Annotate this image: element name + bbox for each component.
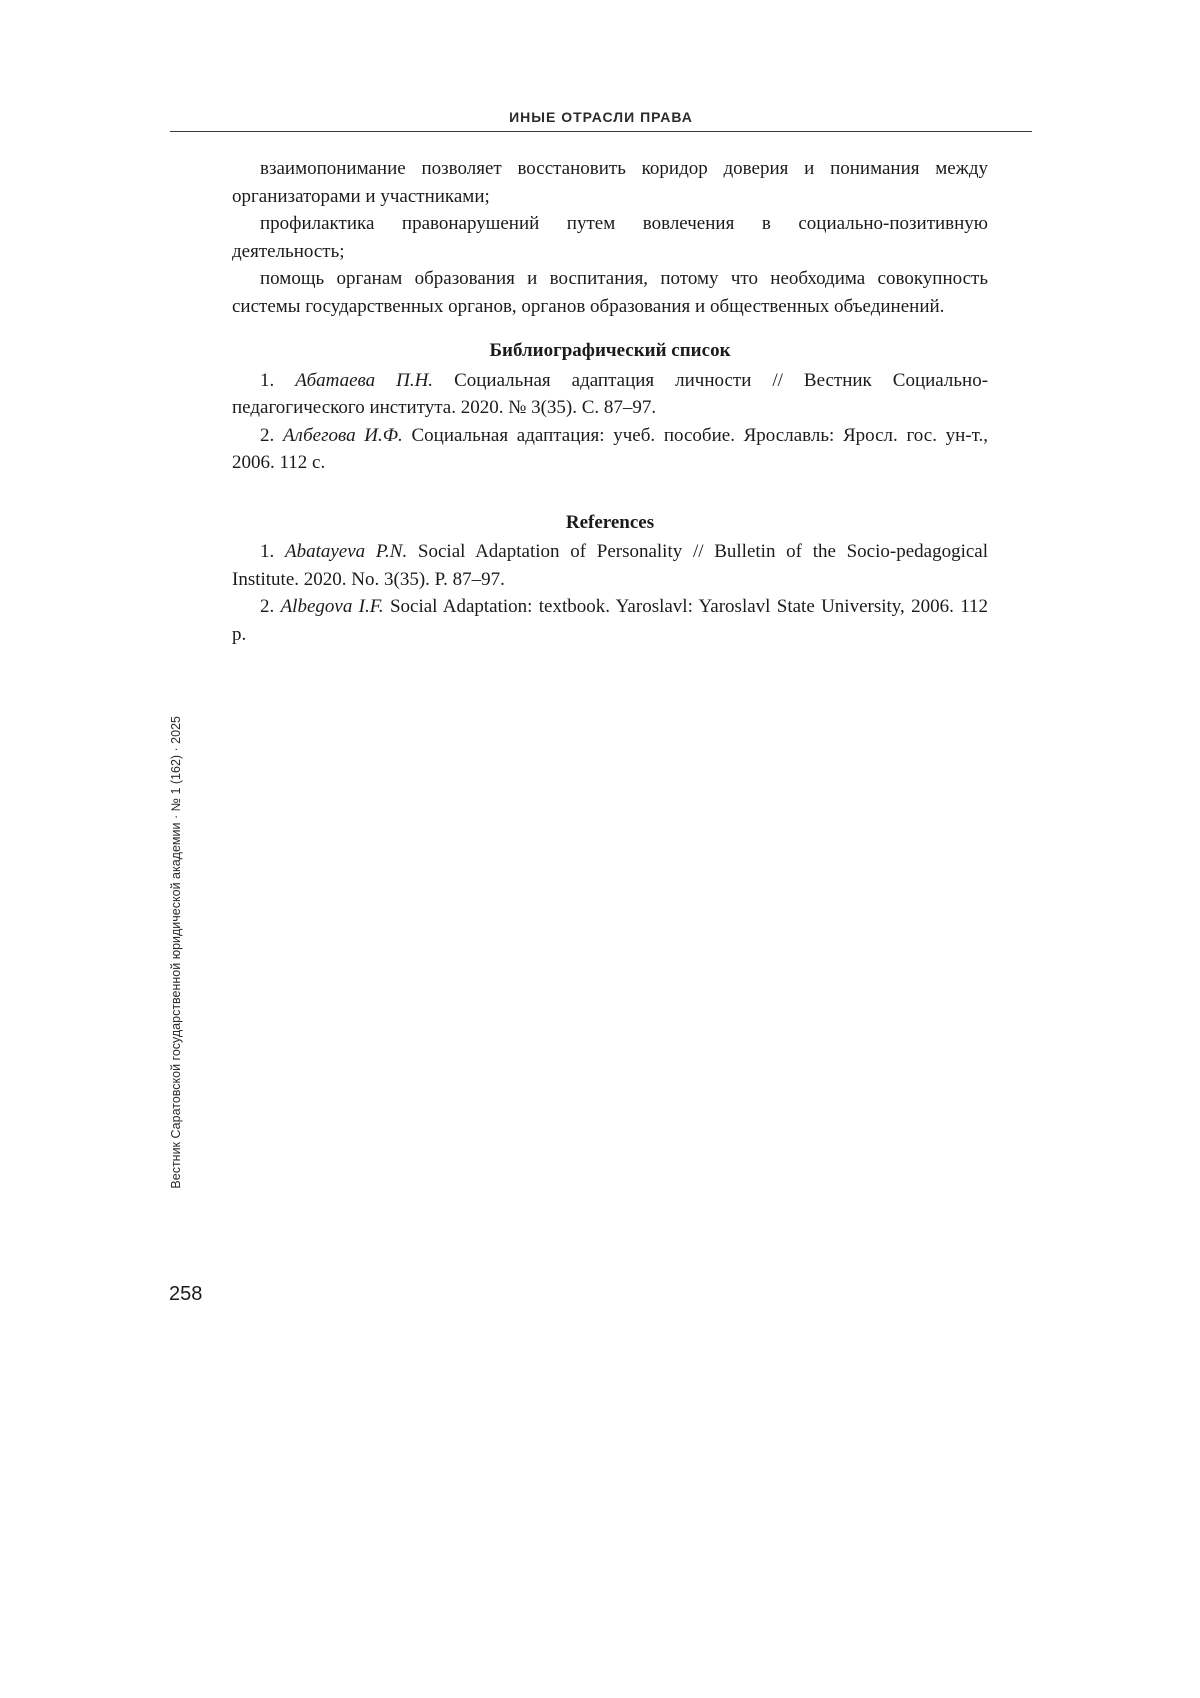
header-rule [170, 131, 1032, 132]
reference-item [232, 593, 988, 648]
journal-spine-text: Вестник Саратовской государственной юридической академии · № 1 (162) · 2025 [169, 716, 183, 1189]
reference-item [232, 538, 988, 593]
item-author: Абатаева П.Н. [295, 369, 434, 391]
item-author: Abatayeva P.N. [284, 541, 408, 562]
item-author: Албегова И.Ф. [282, 424, 403, 446]
item-text: Social Adaptation of Personality // Bulletin of the Socio-pedagogical Institute. 2020. No. 3(35). P. 87–97. [232, 541, 989, 590]
body-paragraph: помощь органам образования и воспитания, потому что необходима совокупность системы государственных органов, органов образования и общественных объединений. [232, 268, 988, 317]
running-head: ИНЫЕ ОТРАСЛИ ПРАВА [509, 109, 693, 125]
item-number: 2. [260, 424, 275, 446]
article-body [232, 155, 988, 648]
page-number: 258 [169, 1283, 203, 1305]
bibliography-item [232, 422, 988, 477]
references-heading: References [565, 511, 655, 533]
item-text: Social Adaptation: textbook. Yaroslavl: Yaroslavl State University, 2006. 112 p. [232, 596, 988, 645]
body-paragraph: взаимопонимание позволяет восстановить коридор доверия и понимания между организаторами и участниками; [232, 158, 988, 207]
bibliography-heading: Библиографический список [489, 340, 731, 361]
item-number: 1. [260, 369, 275, 391]
item-number: 1. [260, 541, 275, 562]
body-paragraph: профилактика правонарушений путем вовлечения в социально-позитивную деятельность; [232, 213, 988, 262]
item-text: Социальная адаптация личности // Вестник Социально-педагогического института. 2020. № 3(35). С. 87–97. [232, 369, 989, 418]
item-author: Albegova I.F. [280, 596, 384, 617]
item-text: Социальная адаптация: учеб. пособие. Ярославль: Яросл. гос. ун-т., 2006. 112 с. [232, 424, 989, 473]
item-number: 2. [260, 596, 275, 617]
bibliography-item [232, 367, 988, 422]
